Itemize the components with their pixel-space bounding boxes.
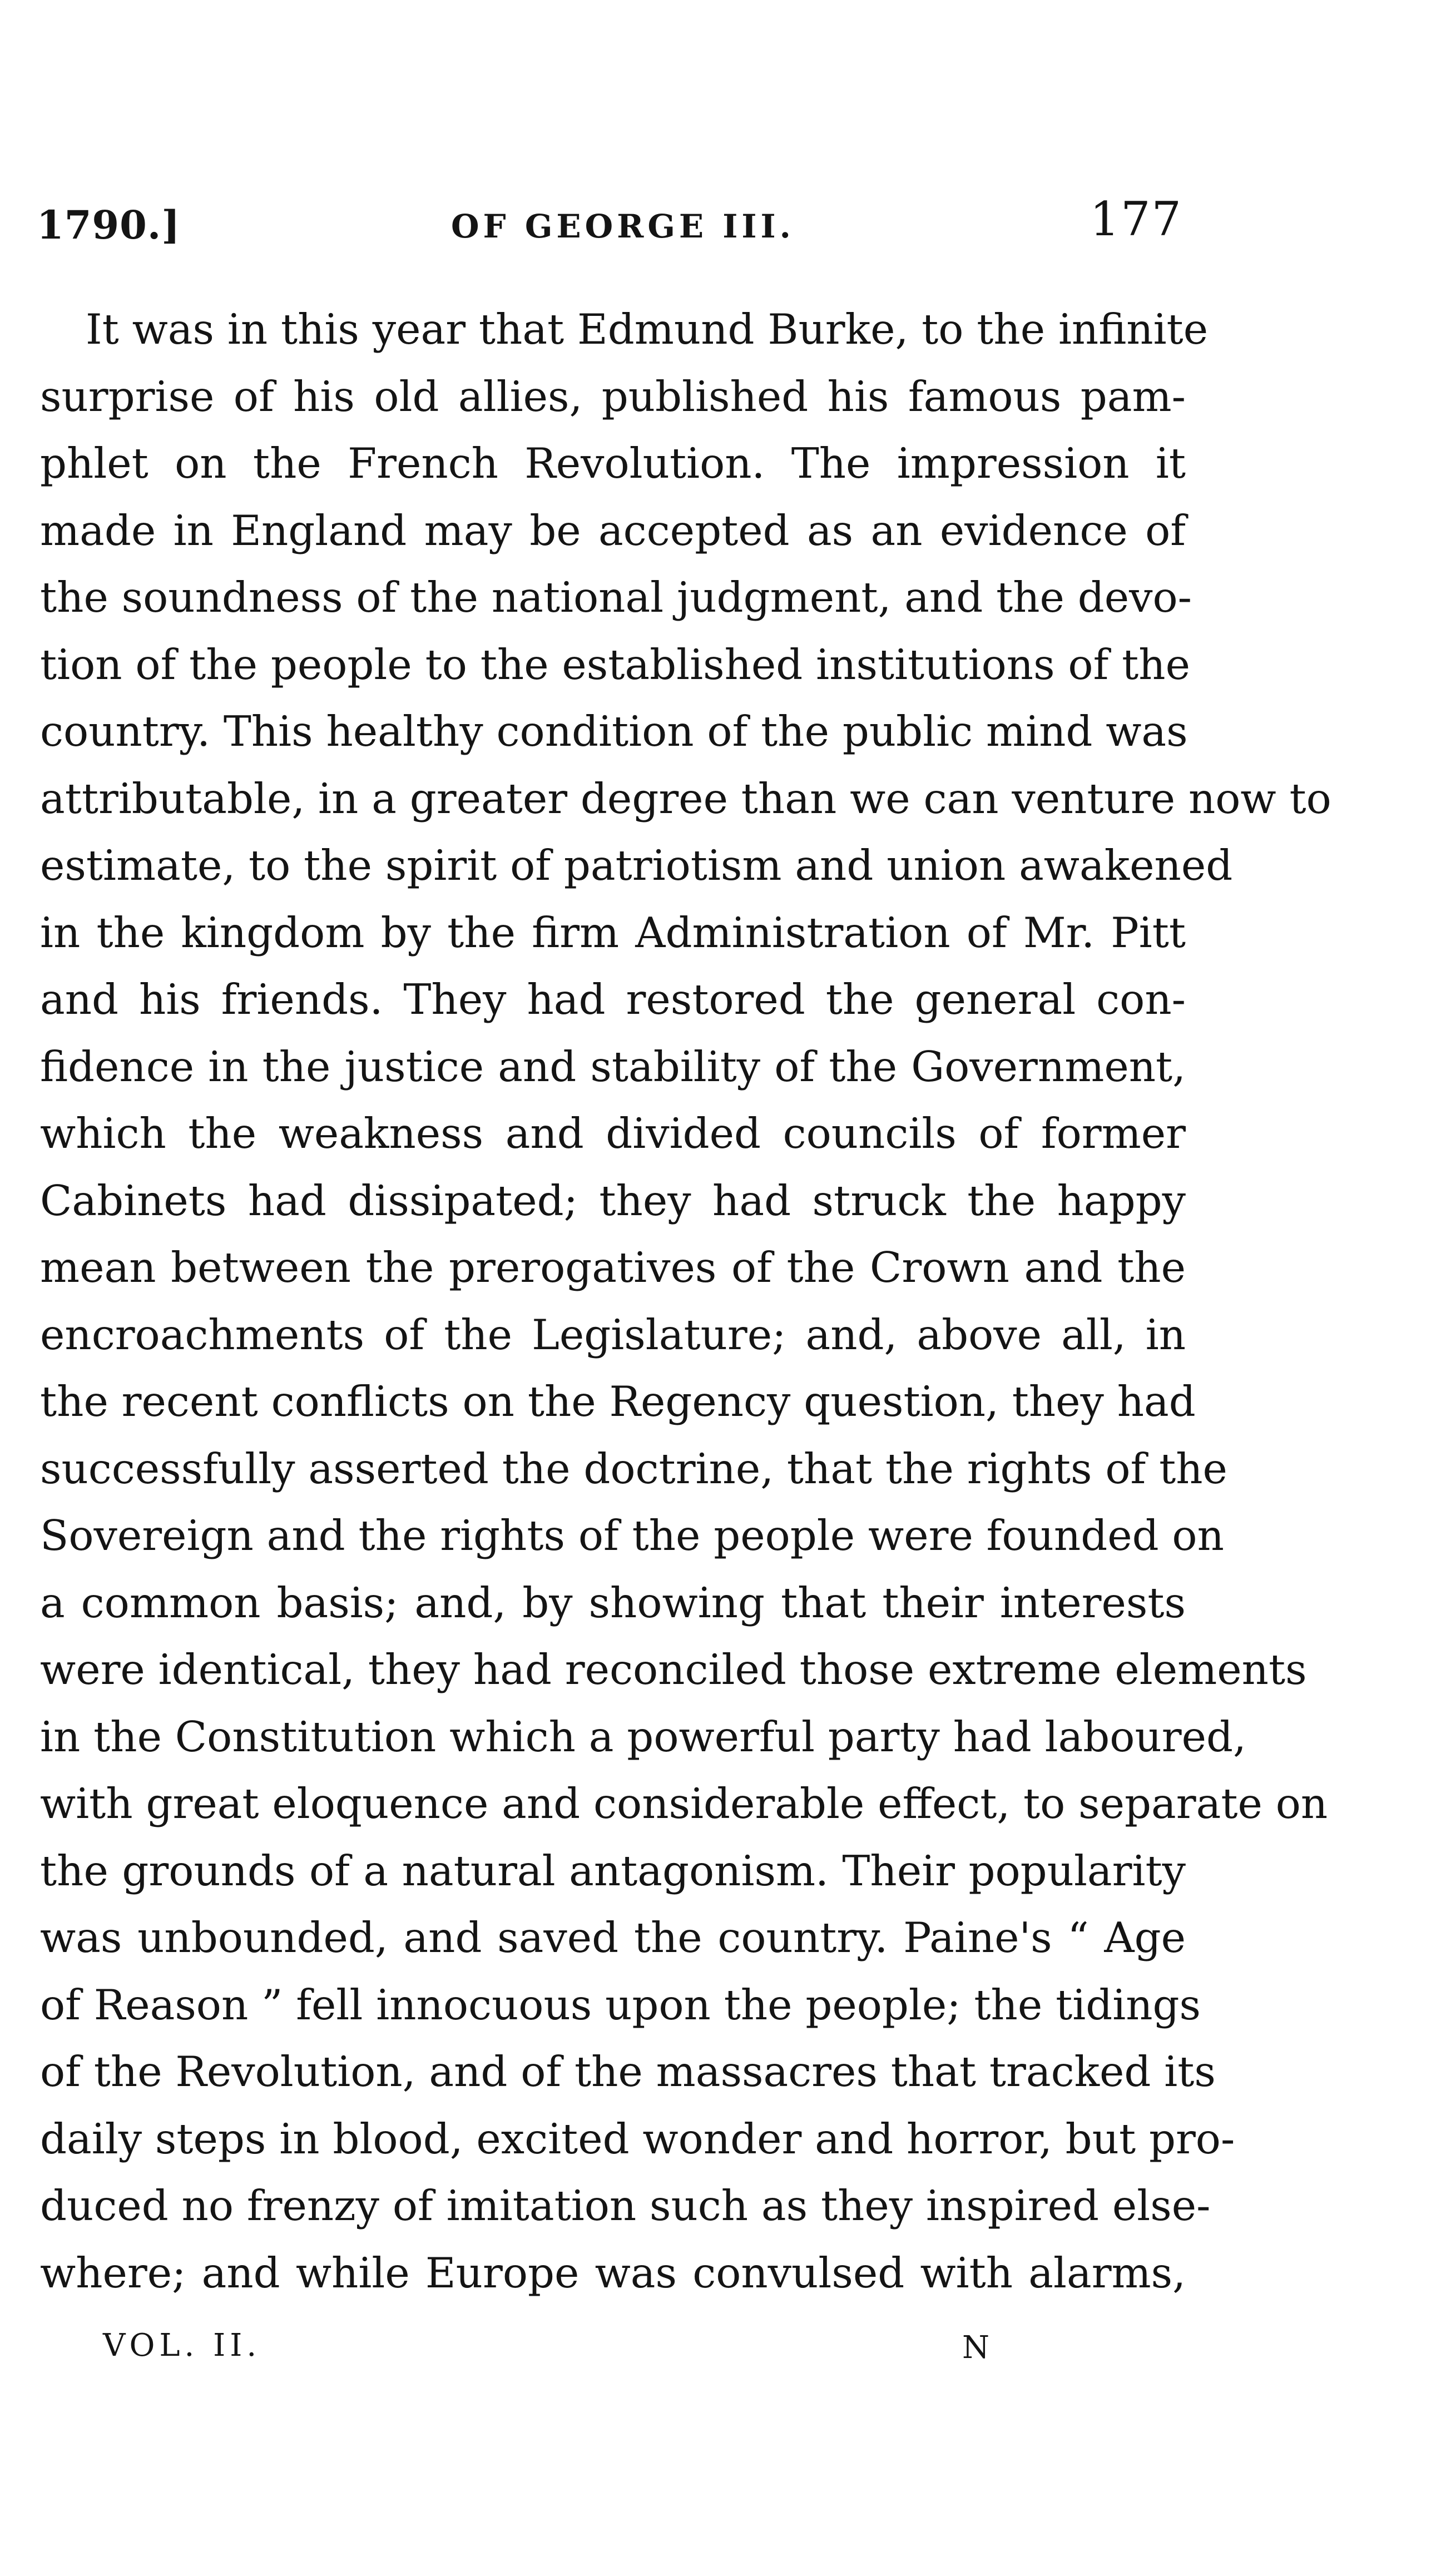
text-line: which the weakness and divided councils of former <box>40 1109 1186 1158</box>
gathering-signature: N <box>962 2330 992 2366</box>
text-line: encroachments of the Legislature; and, above all, in <box>40 1310 1186 1359</box>
text-line: made in England may be accepted as an evidence of <box>40 506 1186 555</box>
text-line: where; and while Europe was convulsed with alarms, <box>40 2248 1186 2297</box>
text-line: of Reason ” fell innocuous upon the people; the tidings <box>40 1980 1201 2029</box>
text-line: the grounds of a natural antagonism. Their popularity <box>40 1846 1186 1895</box>
text-line: was unbounded, and saved the country. Paine's “ Age <box>40 1913 1186 1962</box>
text-line: attributable, in a greater degree than we can venture now to <box>40 774 1331 823</box>
running-head <box>37 192 1182 253</box>
text-line: It was in this year that Edmund Burke, to the infinite <box>86 305 1209 354</box>
text-line: country. This healthy condition of the public mind was <box>40 707 1188 756</box>
header-title: OF GEORGE III. <box>451 207 795 245</box>
page-footer <box>103 2327 1048 2372</box>
text-line: of the Revolution, and of the massacres that tracked its <box>40 2047 1216 2096</box>
text-line: duced no frenzy of imitation such as they inspired else- <box>40 2181 1211 2230</box>
text-line: a common basis; and, by showing that their interests <box>40 1578 1186 1627</box>
text-line: surprise of his old allies, published his famous pam- <box>40 371 1186 421</box>
text-line: Cabinets had dissipated; they had struck the happy <box>40 1176 1186 1225</box>
text-line: with great eloquence and considerable effect, to separate on <box>40 1779 1328 1828</box>
body-paragraph <box>40 296 1331 2306</box>
text-line: fidence in the justice and stability of the Government, <box>40 1042 1186 1091</box>
text-line: Sovereign and the rights of the people were founded on <box>40 1511 1224 1560</box>
text-line: tion of the people to the established institutions of the <box>40 640 1190 689</box>
text-line: in the Constitution which a powerful party had laboured, <box>40 1712 1246 1761</box>
text-line: daily steps in blood, excited wonder and horror, but pro- <box>40 2114 1235 2163</box>
text-line: were identical, they had reconciled those extreme elements <box>40 1645 1307 1694</box>
page-number: 177 <box>1090 192 1182 246</box>
text-line: successfully asserted the doctrine, that the rights of the <box>40 1444 1227 1493</box>
text-line: in the kingdom by the firm Administration of Mr. Pitt <box>40 908 1186 957</box>
volume-signature: VOL. II. <box>103 2327 261 2364</box>
text-line: the recent conflicts on the Regency question, they had <box>40 1377 1196 1426</box>
text-line: mean between the prerogatives of the Crown and the <box>40 1243 1186 1292</box>
text-line: the soundness of the national judgment, and the devo- <box>40 573 1192 622</box>
header-year: 1790.] <box>37 202 181 248</box>
text-line: phlet on the French Revolution. The impression it <box>40 439 1186 488</box>
text-line: and his friends. They had restored the general con- <box>40 975 1186 1024</box>
text-line: estimate, to the spirit of patriotism and union awakened <box>40 841 1233 890</box>
